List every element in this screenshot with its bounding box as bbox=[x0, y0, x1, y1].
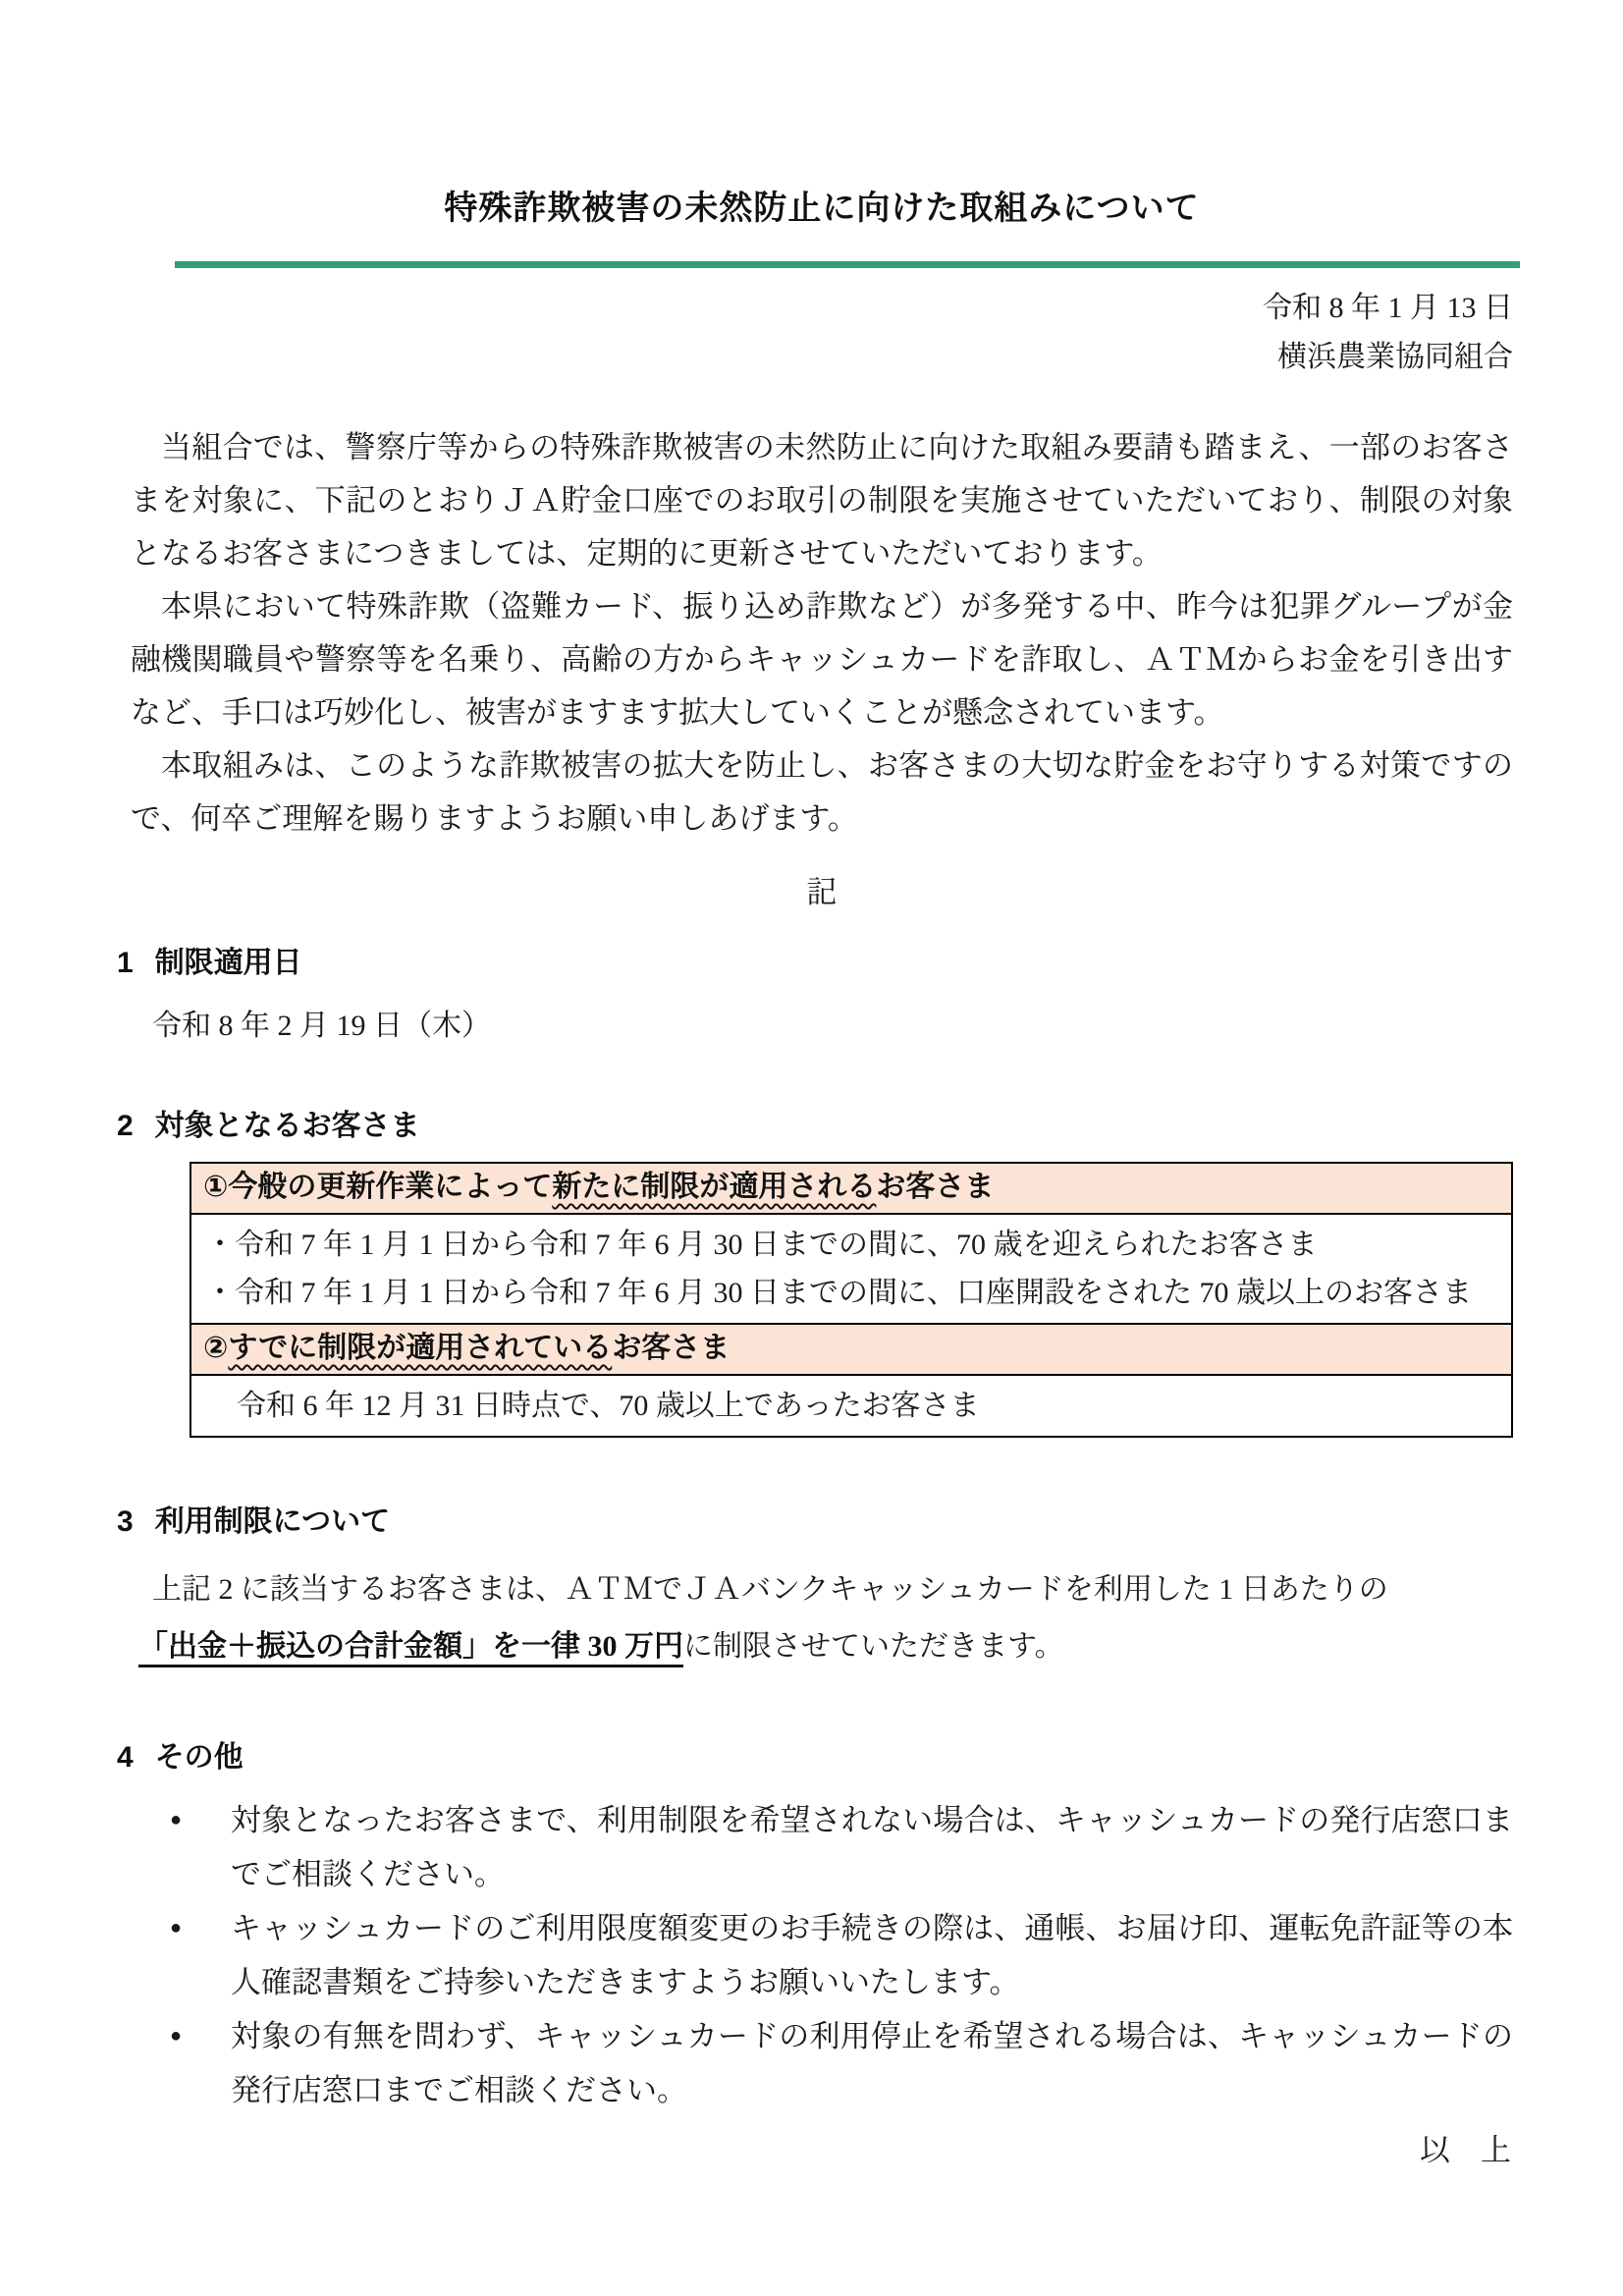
list-item bbox=[170, 1793, 1513, 1901]
section-4-heading bbox=[117, 1736, 1513, 1779]
table-row bbox=[190, 1163, 1512, 1214]
section-2-heading bbox=[117, 1105, 1513, 1148]
section-3-title: 利用制限について bbox=[154, 1505, 391, 1538]
table-line-2: ・令和 7 年 1 月 1 日から令和 7 年 6 月 30 日までの間に、口座開設をされた 70 歳以上のお客さま bbox=[205, 1277, 1472, 1309]
usage-restriction-body bbox=[138, 1561, 1513, 1675]
section-3-number: 3 bbox=[117, 1505, 134, 1538]
intro-paragraph-1: 当組合では、警察庁等からの特殊詐欺被害の未然防止に向けた取組み要請も踏まえ、一部のお客さまを対象に、下記のとおりＪＡ貯金口座でのお取引の制限を実施させていただいており、制限の対象となるお客さまにつきましては、定期的に更新させていただいております。 bbox=[131, 430, 1513, 571]
section-4-number: 4 bbox=[117, 1741, 134, 1774]
intro-paragraph-3: 本取組みは、このような詐欺被害の拡大を防止し、お客さまの大切な貯金をお守りする対策ですので、何卒ご理解を賜りますようお願い申しあげます。 bbox=[131, 748, 1513, 836]
section-restriction-date bbox=[117, 942, 1513, 1048]
section-2-number: 2 bbox=[117, 1110, 134, 1142]
header-text: お客さま bbox=[612, 1332, 730, 1364]
usage-restriction-emphasis: 「出金＋振込の合計金額」を一律 30 万円 bbox=[138, 1630, 683, 1667]
table-header-newly-restricted bbox=[190, 1163, 1512, 1214]
section-3-heading bbox=[117, 1501, 1513, 1544]
notice-marker: 記 bbox=[806, 875, 838, 909]
table-row bbox=[190, 1375, 1512, 1437]
section-2-title: 対象となるお客さま bbox=[154, 1110, 420, 1142]
header-text: お客さま bbox=[876, 1171, 995, 1203]
document-meta bbox=[131, 284, 1513, 382]
header-text: ② bbox=[203, 1332, 229, 1364]
usage-restriction-lead: 上記 2 に該当するお客さまは、ＡＴＭでＪＡバンクキャッシュカードを利用した 1 日あたりの bbox=[152, 1573, 1388, 1606]
intro-paragraphs bbox=[131, 421, 1513, 846]
bullet-icon: ● bbox=[170, 1917, 183, 1939]
table-row bbox=[190, 1324, 1512, 1375]
bullet-icon: ● bbox=[170, 1809, 183, 1831]
section-1-number: 1 bbox=[117, 947, 134, 979]
header-text-wavy: すでに制限が適用されている bbox=[228, 1332, 613, 1364]
table-line-1: 令和 6 年 12 月 31 日時点で、70 歳以上であったお客さま bbox=[237, 1390, 980, 1422]
list-item-text: 対象となったお客さまで、利用制限を希望されない場合は、キャッシュカードの発行店窓口までご相談ください。 bbox=[231, 1803, 1513, 1891]
organization-name: 横浜農業協同組合 bbox=[1277, 341, 1513, 373]
target-customers-table bbox=[189, 1162, 1513, 1438]
restriction-apply-date: 令和 8 年 2 月 19 日（木） bbox=[152, 1010, 491, 1042]
section-1-heading bbox=[117, 942, 1513, 985]
section-target-customers bbox=[117, 1105, 1513, 1438]
list-item-text: キャッシュカードのご利用限度額変更のお手続きの際は、通帳、お届け印、運転免許証等の本人確認書類をご持参いただきますようお願いいたします。 bbox=[231, 1911, 1513, 1999]
closing-mark: 以 上 bbox=[1420, 2133, 1511, 2167]
list-item bbox=[170, 1901, 1513, 2009]
intro-paragraph-2: 本県において特殊詐欺（盗難カード、振り込め詐欺など）が多発する中、昨今は犯罪グループが金融機関職員や警察等を名乗り、高齢の方からキャッシュカードを詐取し、ＡＴＭからお金を引き出すなど、手口は巧妙化し、被害がますます拡大していくことが懸念されています。 bbox=[131, 589, 1514, 730]
other-notes-list bbox=[131, 1793, 1513, 2117]
section-1-title: 制限適用日 bbox=[154, 947, 302, 979]
section-usage-restriction bbox=[117, 1501, 1513, 1675]
page-title: 特殊詐欺被害の未然防止に向けた取組みについて bbox=[444, 191, 1200, 227]
title-divider-line bbox=[175, 261, 1520, 268]
table-header-already-restricted bbox=[190, 1324, 1512, 1375]
section-4-title: その他 bbox=[154, 1741, 243, 1774]
usage-restriction-tail: に制限させていただきます。 bbox=[683, 1630, 1064, 1663]
table-cell-newly-restricted bbox=[190, 1214, 1512, 1324]
list-item-text: 対象の有無を問わず、キャッシュカードの利用停止を希望される場合は、キャッシュカードの発行店窓口までご相談ください。 bbox=[231, 2019, 1513, 2107]
list-item bbox=[170, 2009, 1513, 2117]
table-row bbox=[190, 1214, 1512, 1324]
header-text-wavy: 新たに制限が適用される bbox=[552, 1171, 877, 1203]
document-date: 令和 8 年 1 月 13 日 bbox=[1263, 292, 1513, 324]
table-line-1: ・令和 7 年 1 月 1 日から令和 7 年 6 月 30 日までの間に、70 歳を迎えられたお客さま bbox=[205, 1229, 1318, 1261]
header-text: ①今般の更新作業によって bbox=[203, 1171, 553, 1203]
table-cell-already-restricted bbox=[190, 1375, 1512, 1437]
section-other bbox=[117, 1736, 1513, 2117]
bullet-icon: ● bbox=[170, 2025, 183, 2047]
